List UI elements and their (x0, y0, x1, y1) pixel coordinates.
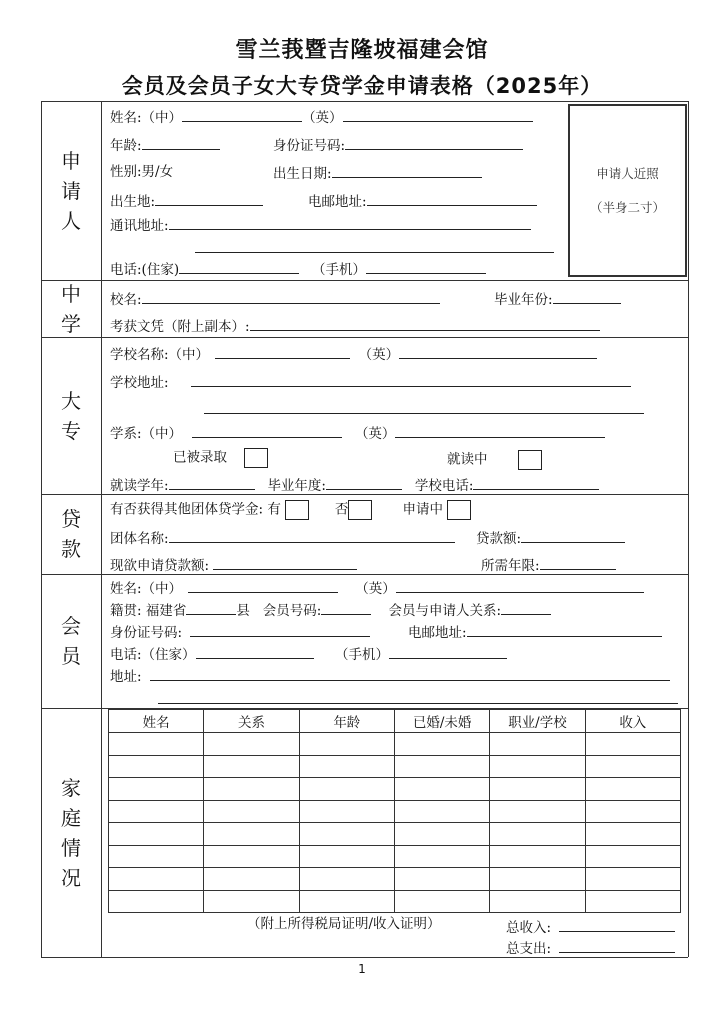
applicant-birthplace-row (110, 191, 263, 211)
member-county-field[interactable] (186, 600, 236, 615)
applicant-dob-field[interactable] (332, 163, 482, 178)
family-table-cell[interactable] (394, 890, 489, 913)
member-address-row (110, 666, 670, 686)
member-ic-row (110, 622, 370, 642)
applicant-dob-label: 出生日期: (273, 166, 332, 182)
applicant-ic-label: 身份证号码: (273, 138, 346, 154)
applicant-gender-label: 性别:男/女 (110, 164, 174, 180)
family-table-cell[interactable] (204, 733, 299, 756)
family-table-cell[interactable] (585, 800, 680, 823)
family-table-cell[interactable] (585, 868, 680, 891)
divider-secondary-tertiary (41, 337, 688, 338)
family-table-row (109, 823, 681, 846)
section-char: 况 (61, 865, 81, 890)
family-table-cell[interactable] (109, 733, 204, 756)
family-table-cell[interactable] (299, 823, 394, 846)
tertiary-address-label: 学校地址: (110, 375, 169, 391)
section-char: 专 (61, 418, 81, 443)
member-county-label: 县 (236, 603, 250, 619)
secondary-grad-year-field[interactable] (553, 289, 621, 304)
section-char: 申 (61, 148, 81, 173)
section-label-loan (41, 494, 101, 574)
loan-yes-checkbox[interactable] (285, 500, 309, 520)
family-table-cell[interactable] (204, 800, 299, 823)
loan-org-row (110, 528, 625, 548)
family-table-cell[interactable] (394, 823, 489, 846)
applicant-address-field-2[interactable] (195, 252, 554, 253)
family-table-cell[interactable] (394, 733, 489, 756)
applicant-phone-mobile-field[interactable] (366, 259, 486, 274)
tertiary-school-phone-label: 学校电话: (414, 478, 474, 494)
family-table-cell[interactable] (204, 778, 299, 801)
family-table-cell[interactable] (490, 823, 585, 846)
family-table-cell[interactable] (299, 755, 394, 778)
section-char: 情 (61, 835, 81, 860)
col-header-name: 姓名 (109, 710, 204, 733)
applicant-phone-mobile-label: （手机） (311, 262, 366, 278)
family-table-cell[interactable] (394, 868, 489, 891)
member-email-label: 电邮地址: (408, 625, 467, 641)
section-label-applicant (41, 101, 101, 280)
applicant-address-field-1[interactable] (169, 215, 531, 230)
total-income-label: 总收入: (506, 920, 552, 936)
member-email-field[interactable] (467, 622, 662, 637)
family-table-cell[interactable] (585, 890, 680, 913)
member-name-en-label: （英） (355, 581, 396, 597)
member-phone-home-label: 电话:（住家） (110, 647, 196, 663)
family-note-text: （附上所得税局证明/收入证明） (247, 916, 441, 932)
family-table-row (109, 755, 681, 778)
family-table-cell[interactable] (109, 823, 204, 846)
family-table-cell[interactable] (109, 778, 204, 801)
loan-apply-amount-label: 现欲申请贷款额: (110, 558, 210, 574)
family-table-cell[interactable] (204, 890, 299, 913)
member-address-label: 地址: (110, 669, 142, 685)
tertiary-school-field[interactable] (215, 344, 350, 359)
loan-no-label: 否 (334, 501, 349, 518)
family-table-cell[interactable] (109, 755, 204, 778)
tertiary-studying-row (447, 450, 542, 470)
total-income-row (506, 917, 675, 937)
family-table-row (109, 778, 681, 801)
tertiary-admitted-label: 已被录取 (173, 449, 227, 466)
tertiary-faculty-en-label: （英） (354, 426, 396, 442)
family-table-cell[interactable] (299, 800, 394, 823)
applicant-age-row (110, 135, 220, 155)
applicant-email-field[interactable] (367, 191, 537, 206)
applicant-name-row (110, 107, 533, 127)
frame-top-line (41, 101, 688, 102)
family-table-cell[interactable] (299, 733, 394, 756)
member-phone-mobile-label: （手机） (335, 647, 390, 663)
family-table (108, 709, 681, 913)
col-header-relation: 关系 (204, 710, 299, 733)
family-table-cell[interactable] (585, 755, 680, 778)
applicant-name-field[interactable] (182, 107, 302, 122)
section-char: 请 (61, 178, 81, 203)
family-table-row (109, 890, 681, 913)
tertiary-school-en-label: （英） (358, 347, 400, 363)
tertiary-grad-year-label: 毕业年度: (267, 478, 326, 494)
member-origin-row (110, 600, 551, 620)
member-relation-field[interactable] (501, 600, 551, 615)
col-header-age: 年龄 (299, 710, 394, 733)
loan-apply-amount-field[interactable] (213, 555, 357, 570)
member-phone-home-field[interactable] (196, 644, 314, 659)
family-table-cell[interactable] (299, 778, 394, 801)
applicant-age-label: 年龄: (110, 138, 142, 154)
family-table-header (109, 710, 681, 733)
loan-org-label: 团体名称: (110, 531, 169, 547)
loan-org-field[interactable] (169, 528, 455, 543)
member-email-row (408, 622, 662, 642)
loan-apply-row (110, 555, 357, 575)
applicant-email-row (308, 191, 537, 211)
photo-label: 申请人近照 (596, 165, 659, 181)
family-table-cell[interactable] (490, 890, 585, 913)
family-table-cell[interactable] (585, 823, 680, 846)
section-char: 庭 (61, 805, 81, 830)
family-table-row (109, 800, 681, 823)
family-table-cell[interactable] (109, 890, 204, 913)
tertiary-faculty-field[interactable] (192, 423, 342, 438)
member-name-en-field[interactable] (396, 578, 644, 593)
admitted-checkbox[interactable] (244, 448, 268, 468)
loan-no-checkbox[interactable] (348, 500, 372, 520)
applicant-birthplace-label: 出生地: (110, 194, 156, 210)
applicant-dob-row (273, 163, 482, 183)
member-relation-label: 会员与申请人关系: (388, 603, 502, 619)
family-table-cell[interactable] (204, 823, 299, 846)
loan-applying-checkbox[interactable] (447, 500, 471, 520)
applicant-gender[interactable] (110, 163, 173, 181)
total-income-field[interactable] (559, 917, 675, 932)
secondary-school-row (110, 289, 440, 309)
family-table-row (109, 733, 681, 756)
applicant-address-row (110, 215, 531, 235)
family-table-cell[interactable] (109, 800, 204, 823)
tertiary-school-phone-field[interactable] (473, 475, 599, 490)
member-name-label: 姓名:（中） (110, 581, 183, 597)
secondary-school-label: 校名: (110, 292, 142, 308)
col-header-income: 收入 (585, 710, 680, 733)
section-char: 学 (61, 311, 81, 336)
family-table-row (109, 845, 681, 868)
section-label-tertiary (41, 337, 101, 494)
section-label-member (41, 574, 101, 708)
section-char: 中 (61, 281, 81, 306)
member-phone-row (110, 644, 507, 664)
tertiary-studying-label: 就读中 (447, 451, 488, 468)
frame-right-line (688, 101, 689, 957)
member-ic-field[interactable] (190, 622, 370, 637)
tertiary-faculty-label: 学系:（中） (110, 426, 183, 442)
total-expense-label: 总支出: (506, 941, 552, 957)
tertiary-year-row (110, 475, 599, 495)
section-char: 家 (61, 775, 81, 800)
tertiary-school-label: 学校名称:（中） (110, 347, 210, 363)
family-table-cell[interactable] (490, 755, 585, 778)
total-expense-field[interactable] (559, 938, 675, 953)
section-label-secondary (41, 280, 101, 337)
family-note (247, 915, 441, 933)
secondary-cert-field[interactable] (250, 316, 600, 331)
tertiary-study-year-label: 就读学年: (110, 478, 169, 494)
member-no-field[interactable] (321, 600, 371, 615)
page-number: 1 (358, 962, 366, 976)
tertiary-admitted-row (173, 448, 268, 468)
family-table-cell[interactable] (299, 890, 394, 913)
divider-applicant-secondary (41, 280, 688, 281)
total-expense-row (506, 938, 675, 958)
member-address-field-1[interactable] (150, 666, 670, 681)
family-table-cell[interactable] (490, 800, 585, 823)
loan-applying-label: 申请中 (402, 501, 443, 518)
section-char: 贷 (61, 507, 81, 531)
section-column-line (101, 101, 102, 957)
tertiary-faculty-row (110, 423, 605, 443)
secondary-cert-label: 考获文凭（附上副本）: (110, 319, 250, 335)
member-address-field-2[interactable] (158, 703, 678, 704)
applicant-phone-row (110, 259, 486, 279)
applicant-address-label: 通讯地址: (110, 218, 169, 234)
section-label-family (41, 708, 101, 957)
family-table-cell[interactable] (490, 733, 585, 756)
loan-yes-label: 有 (267, 501, 281, 518)
family-table-cell[interactable] (394, 800, 489, 823)
family-table-cell[interactable] (490, 845, 585, 868)
family-table-cell[interactable] (394, 845, 489, 868)
family-table-cell[interactable] (204, 845, 299, 868)
tertiary-study-year-field[interactable] (169, 475, 255, 490)
family-table-cell[interactable] (109, 845, 204, 868)
secondary-cert-row (110, 316, 600, 336)
family-table-cell[interactable] (204, 868, 299, 891)
loan-amount-label: 贷款额: (476, 531, 522, 547)
family-table-cell[interactable] (585, 845, 680, 868)
secondary-grad-year-label: 毕业年份: (494, 292, 553, 308)
section-char: 款 (61, 537, 81, 561)
family-table-cell[interactable] (585, 733, 680, 756)
family-table-cell[interactable] (490, 868, 585, 891)
tertiary-school-en-field[interactable] (399, 344, 597, 359)
member-name-row (110, 578, 644, 598)
applicant-phone-home-field[interactable] (179, 259, 299, 274)
tertiary-school-row (110, 344, 597, 364)
loan-other-row (110, 500, 471, 520)
col-header-occupation: 职业/学校 (490, 710, 585, 733)
family-table-cell[interactable] (109, 868, 204, 891)
loan-years-row (481, 555, 616, 575)
loan-amount-field[interactable] (521, 528, 625, 543)
loan-other-label: 有否获得其他团体贷学金: (110, 501, 264, 518)
family-table-cell[interactable] (204, 755, 299, 778)
applicant-birthplace-field[interactable] (155, 191, 263, 206)
section-char: 会 (61, 614, 81, 638)
col-header-marital: 已婚/未婚 (394, 710, 489, 733)
tertiary-faculty-en-field[interactable] (395, 423, 605, 438)
member-ic-label: 身份证号码: (110, 625, 183, 641)
member-phone-mobile-field[interactable] (389, 644, 507, 659)
member-origin-label: 籍贯: 福建省 (110, 603, 187, 619)
applicant-age-field[interactable] (142, 135, 220, 150)
loan-years-field[interactable] (540, 555, 616, 570)
loan-years-label: 所需年限: (481, 558, 540, 574)
tertiary-address-row (110, 372, 631, 392)
tertiary-address-field-1[interactable] (191, 372, 631, 387)
tertiary-address-field-2[interactable] (204, 413, 644, 414)
secondary-grad-year-row (494, 289, 621, 309)
applicant-name-en-label: （英） (302, 110, 343, 126)
photo-box[interactable] (568, 104, 687, 277)
applicant-name-label: 姓名:（中） (110, 110, 183, 126)
member-no-label: 会员号码: (262, 603, 322, 619)
applicant-phone-home-label: 电话:(住家) (110, 262, 180, 278)
tertiary-grad-year-field[interactable] (326, 475, 402, 490)
section-char: 员 (61, 644, 81, 668)
section-char: 人 (61, 208, 81, 233)
family-table-cell[interactable] (394, 755, 489, 778)
applicant-email-label: 电邮地址: (308, 194, 367, 210)
photo-size-label: （半身二寸） (589, 199, 665, 215)
family-table-cell[interactable] (490, 778, 585, 801)
family-table-row (109, 868, 681, 891)
family-table-cell[interactable] (299, 845, 394, 868)
family-table-cell[interactable] (394, 778, 489, 801)
family-table-cell[interactable] (585, 778, 680, 801)
secondary-school-field[interactable] (142, 289, 440, 304)
applicant-name-en-field[interactable] (343, 107, 533, 122)
applicant-ic-row (273, 135, 523, 155)
member-name-field[interactable] (188, 578, 338, 593)
studying-checkbox[interactable] (518, 450, 542, 470)
section-char: 大 (61, 388, 81, 413)
form-subtitle: 会员及会员子女大专贷学金申请表格（2025年） (121, 74, 603, 98)
applicant-ic-field[interactable] (345, 135, 523, 150)
form-title: 雪兰莪暨吉隆坡福建会馆 (235, 38, 489, 63)
family-table-cell[interactable] (299, 868, 394, 891)
